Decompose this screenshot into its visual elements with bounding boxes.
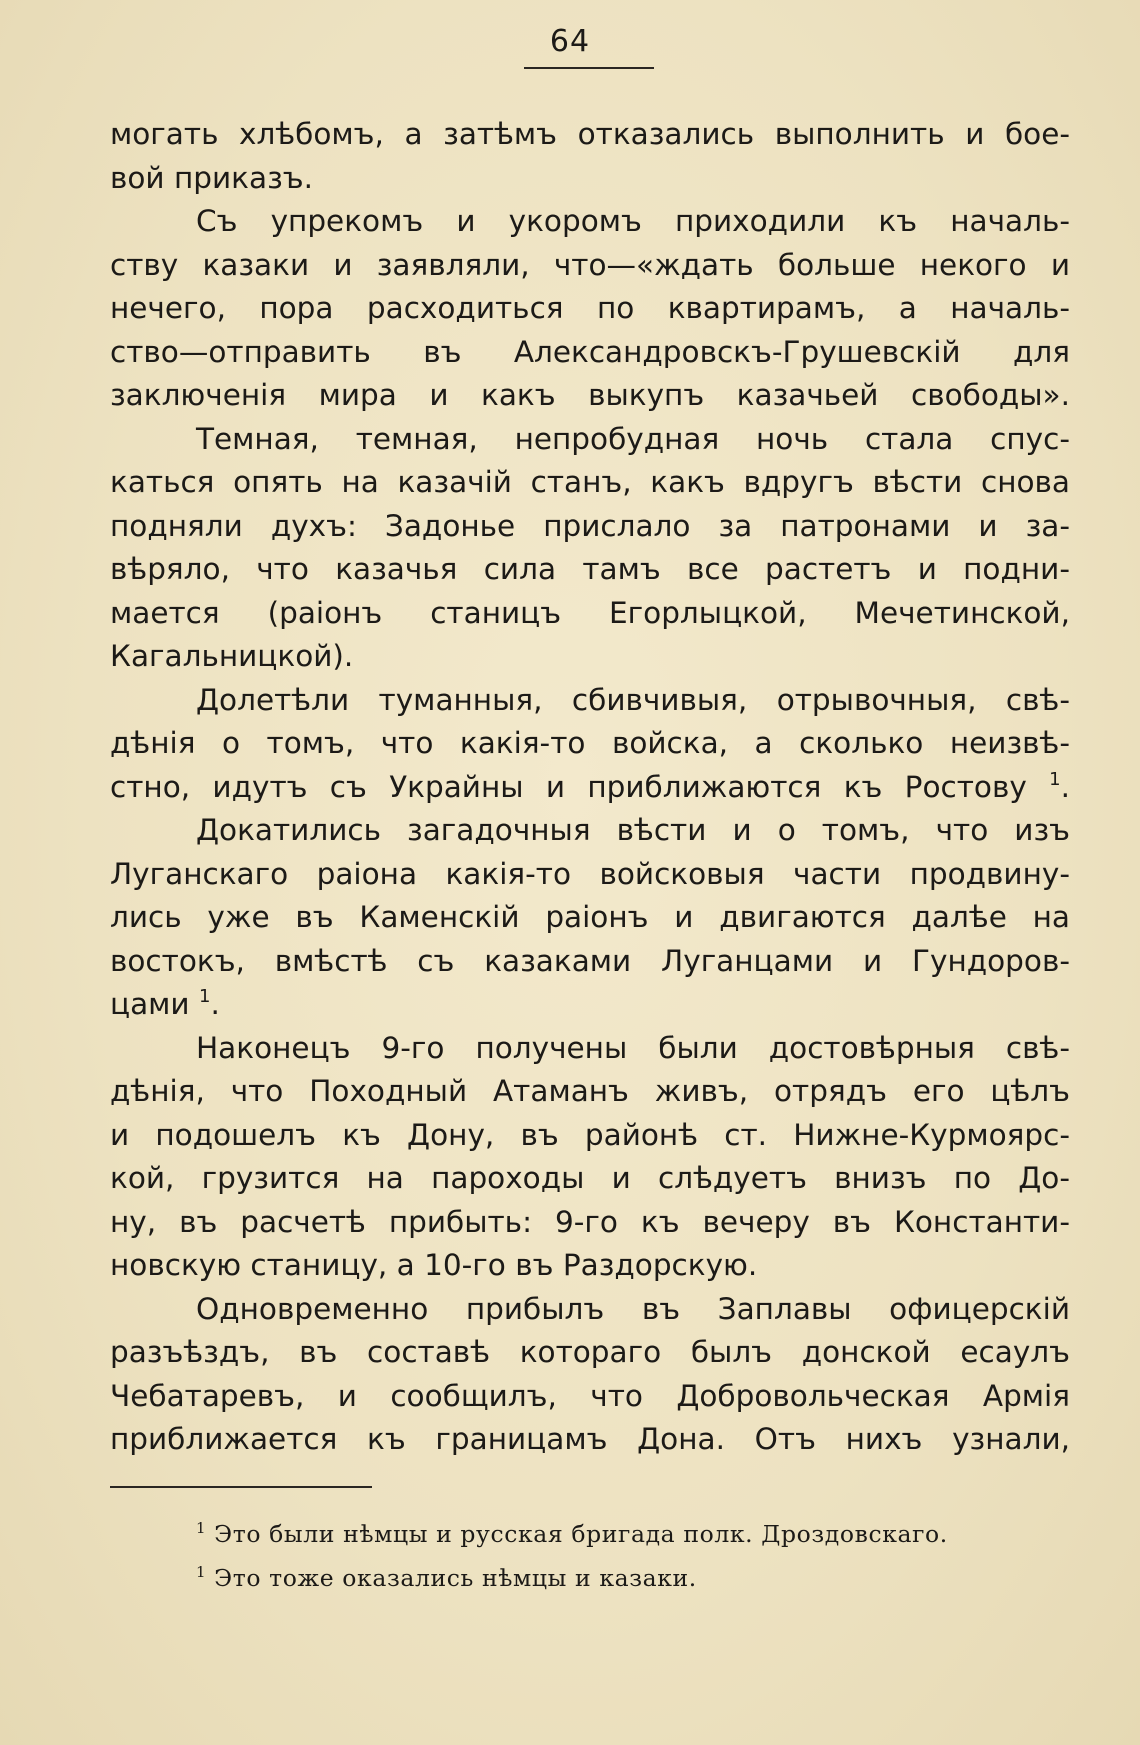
footnote-rule — [110, 1486, 372, 1488]
text-line: дѣнія о томъ, что какія-то войска, а сколько неизвѣ- — [110, 726, 1070, 760]
text-line: Съ упрекомъ и укоромъ приходили къ началь- — [196, 204, 1070, 238]
footnote — [196, 1506, 1076, 1550]
text-line-content: цами — [110, 987, 190, 1021]
text-line: Кагальницкой). — [110, 639, 354, 673]
text-line: лись уже въ Каменскій раіонъ и двигаются далѣе на — [110, 900, 1070, 934]
body-text — [110, 113, 1070, 1462]
footnote-marker: 1 — [196, 1519, 207, 1537]
text-line: нечего, пора расходиться по квартирамъ, а началь- — [110, 291, 1070, 325]
text-line: ство—отправить въ Александровскъ-Грушевскій для — [110, 334, 1070, 369]
text-line-content: стно, идутъ съ Украйны и приближаются къ Ростову — [110, 769, 1027, 804]
page-number-rule — [524, 67, 654, 69]
text-line: Наконецъ 9-го получены были достовѣрныя свѣ- — [196, 1030, 1070, 1065]
text-line: приближается къ границамъ Дона. Отъ нихъ узнали, — [110, 1422, 1070, 1456]
text-line: ству казаки и заявляли, что—«ждать больше некого и — [110, 247, 1070, 282]
footnote-text: Это тоже оказались нѣмцы и казаки. — [214, 1564, 697, 1592]
text-line: разъѣздъ, въ составѣ котораго былъ донской есаулъ — [110, 1335, 1070, 1369]
text-line: ну, въ расчетѣ прибыть: 9-го къ вечеру въ Константи- — [110, 1204, 1070, 1239]
text-line: кой, грузится на пароходы и слѣдуетъ внизъ по До- — [110, 1161, 1070, 1195]
text-line: Луганскаго раіона какія-то войсковыя части продвину- — [110, 856, 1070, 891]
text-line: Чебатаревъ, и сообщилъ, что Добровольческая Армія — [110, 1378, 1070, 1413]
text-line: новскую станицу, а 10-го въ Раздорскую. — [110, 1248, 758, 1282]
footnote-marker: 1 — [196, 1563, 207, 1581]
footnote-ref: 1 — [1049, 768, 1061, 790]
text-line: мается (раіонъ станицъ Егорлыцкой, Мечетинской, — [110, 595, 1070, 630]
text-line: могать хлѣбомъ, а затѣмъ отказались выполнить и бое- — [110, 117, 1070, 151]
text-line: подняли духъ: Задонье прислало за патронами и за- — [110, 508, 1070, 543]
text-line: дѣнія, что Походный Атаманъ живъ, отрядъ его цѣлъ — [110, 1074, 1070, 1108]
footnotes — [196, 1506, 1076, 1594]
text-line: каться опять на казачій станъ, какъ вдругъ вѣсти снова — [110, 465, 1070, 499]
text-line: Докатились загадочныя вѣсти и о томъ, что изъ — [196, 813, 1070, 847]
page-number: 64 — [549, 24, 591, 59]
text-line: Одновременно прибылъ въ Заплавы офицерскій — [196, 1291, 1070, 1326]
text-line: Темная, темная, непробудная ночь стала спус- — [196, 421, 1070, 456]
text-line-with-note: стно, идутъ съ Украйны и приближаются къ Ростову $^1$. — [110, 768, 1070, 804]
text-line: Долетѣли туманныя, сбивчивыя, отрывочныя, свѣ- — [196, 682, 1070, 717]
text-line: вой приказъ. — [110, 160, 313, 195]
text-line: востокъ, вмѣстѣ съ казаками Луганцами и Гундоров- — [110, 943, 1070, 978]
text-line: и подошелъ къ Дону, въ районѣ ст. Нижне-Курмоярс- — [110, 1117, 1070, 1152]
text-line: вѣряло, что казачья сила тамъ все растетъ и подни- — [110, 552, 1070, 586]
text-line-with-note: цами $^1$. — [110, 986, 220, 1021]
footnote-ref: 1 — [198, 986, 211, 1007]
text-line: заключенія мира и какъ выкупъ казачьей свободы». — [110, 378, 1070, 412]
footnote-text: Это были нѣмцы и русская бригада полк. Дроздовскаго. — [214, 1520, 948, 1548]
footnote — [196, 1550, 1076, 1594]
